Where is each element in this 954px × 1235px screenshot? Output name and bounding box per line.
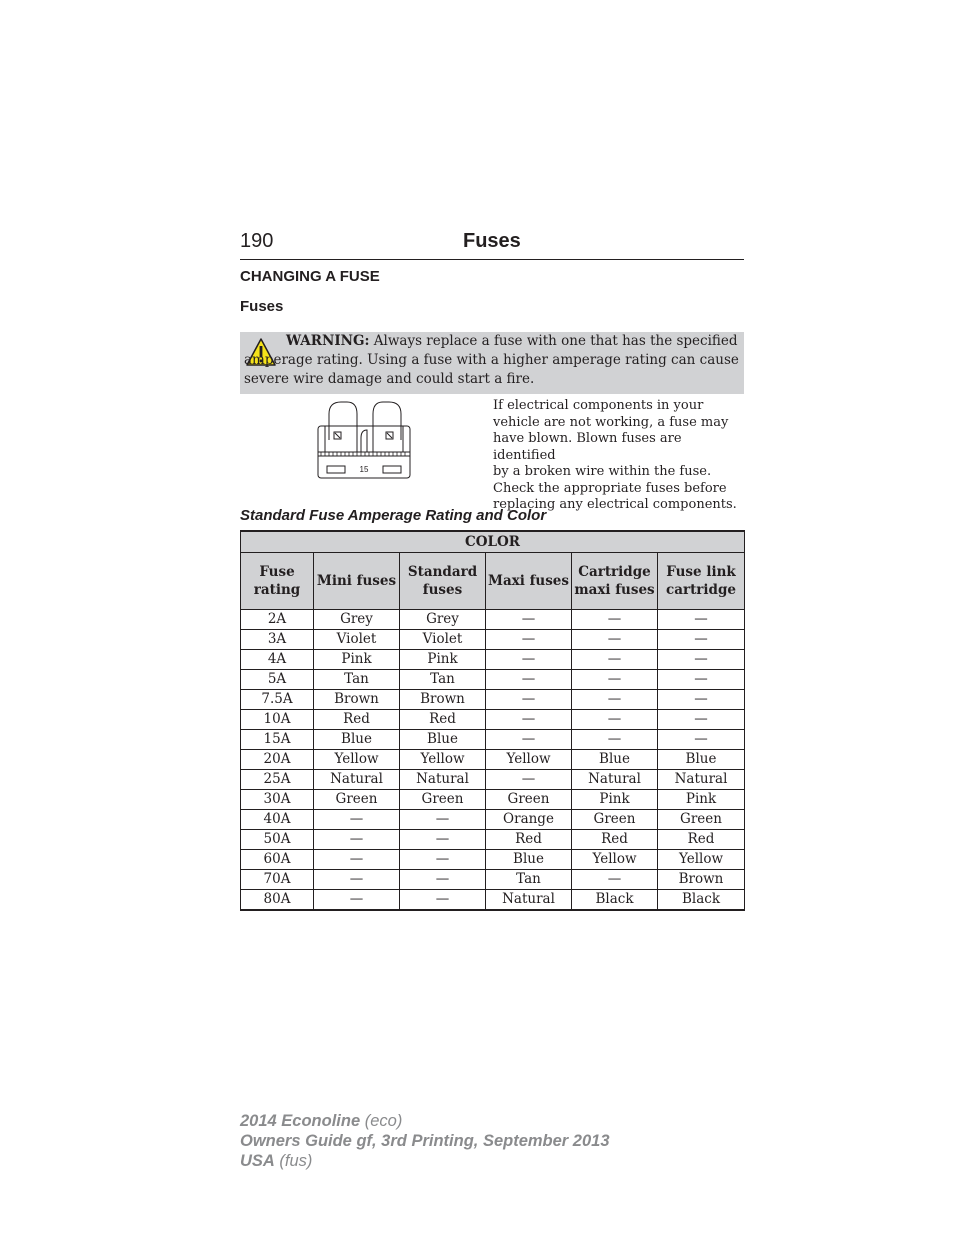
table-cell: Pink <box>658 790 745 810</box>
table-cell: 30A <box>241 790 314 810</box>
table-cell: 40A <box>241 810 314 830</box>
table-cell: — <box>486 730 572 750</box>
table-cell: Blue <box>400 730 486 750</box>
table-cell: — <box>314 830 400 850</box>
table-cell: Yellow <box>658 850 745 870</box>
column-header: Fuse rating <box>241 553 314 610</box>
table-cell: — <box>658 690 745 710</box>
table-cell: Green <box>400 790 486 810</box>
warning-text <box>244 332 740 389</box>
table-cell: Tan <box>400 670 486 690</box>
table-cell: Natural <box>572 770 658 790</box>
table-cell: — <box>400 850 486 870</box>
table-cell: — <box>486 690 572 710</box>
table-cell: Natural <box>400 770 486 790</box>
table-row <box>241 750 745 770</box>
table-row <box>241 830 745 850</box>
table-cell: — <box>400 810 486 830</box>
table-row <box>241 730 745 750</box>
table-cell: — <box>658 630 745 650</box>
table-cell: Blue <box>572 750 658 770</box>
table-cell: — <box>314 890 400 911</box>
column-header: Cartridge maxi fuses <box>572 553 658 610</box>
subheading: Fuses <box>240 298 284 315</box>
fuse-color-table <box>240 530 745 911</box>
column-header-row <box>241 553 745 610</box>
table-cell: Pink <box>400 650 486 670</box>
warning-label: WARNING: <box>286 333 370 349</box>
table-cell: Tan <box>486 870 572 890</box>
table-cell: — <box>658 610 745 630</box>
table-row <box>241 810 745 830</box>
table-cell: Pink <box>314 650 400 670</box>
fuse-illustration <box>317 400 411 480</box>
table-cell: — <box>658 710 745 730</box>
table-cell: — <box>658 650 745 670</box>
column-header: Maxi fuses <box>486 553 572 610</box>
table-cell: Green <box>658 810 745 830</box>
table-cell: 10A <box>241 710 314 730</box>
table-cell: Red <box>658 830 745 850</box>
table-row <box>241 870 745 890</box>
table-cell: Blue <box>486 850 572 870</box>
table-cell: 20A <box>241 750 314 770</box>
table-row <box>241 890 745 911</box>
section-heading: CHANGING A FUSE <box>240 268 380 285</box>
chapter-title: Fuses <box>463 230 521 252</box>
footer-line-3: USA (fus) <box>240 1152 313 1170</box>
table-cell: Green <box>572 810 658 830</box>
column-header: Fuse link cartridge <box>658 553 745 610</box>
table-cell: Grey <box>400 610 486 630</box>
table-cell: — <box>486 670 572 690</box>
table-title: Standard Fuse Amperage Rating and Color <box>240 507 547 524</box>
table-cell: — <box>400 870 486 890</box>
table-cell: 60A <box>241 850 314 870</box>
table-cell: Blue <box>658 750 745 770</box>
table-row <box>241 610 745 630</box>
table-cell: Yellow <box>486 750 572 770</box>
table-cell: — <box>658 670 745 690</box>
table-cell: — <box>572 610 658 630</box>
table-cell: — <box>314 810 400 830</box>
table-cell: Blue <box>314 730 400 750</box>
table-cell: — <box>486 630 572 650</box>
table-cell: 15A <box>241 730 314 750</box>
table-cell: 2A <box>241 610 314 630</box>
table-row <box>241 630 745 650</box>
table-cell: Brown <box>400 690 486 710</box>
table-row <box>241 710 745 730</box>
table-cell: Yellow <box>572 850 658 870</box>
warning-box <box>240 332 744 394</box>
table-row <box>241 690 745 710</box>
table-cell: — <box>572 670 658 690</box>
table-cell: Red <box>486 830 572 850</box>
table-cell: — <box>400 890 486 911</box>
table-cell: Green <box>486 790 572 810</box>
table-cell: — <box>400 830 486 850</box>
table-cell: 7.5A <box>241 690 314 710</box>
table-cell: Brown <box>314 690 400 710</box>
color-group-header: COLOR <box>241 531 745 553</box>
table-cell: Brown <box>658 870 745 890</box>
table-row <box>241 850 745 870</box>
table-cell: Pink <box>572 790 658 810</box>
fuse-rating-label: 15 <box>359 465 369 474</box>
table-cell: — <box>572 690 658 710</box>
table-cell: — <box>314 870 400 890</box>
table-cell: — <box>572 710 658 730</box>
table-cell: Natural <box>486 890 572 911</box>
table-cell: 4A <box>241 650 314 670</box>
table-body <box>241 610 745 911</box>
table-cell: Violet <box>400 630 486 650</box>
table-cell: — <box>658 730 745 750</box>
table-cell: — <box>486 650 572 670</box>
table-cell: Red <box>400 710 486 730</box>
table-cell: Natural <box>314 770 400 790</box>
table-cell: Violet <box>314 630 400 650</box>
table-cell: — <box>572 630 658 650</box>
page-footer <box>240 1111 610 1171</box>
table-cell: Green <box>314 790 400 810</box>
table-cell: 80A <box>241 890 314 911</box>
table-cell: Natural <box>658 770 745 790</box>
table-cell: — <box>486 770 572 790</box>
table-cell: Orange <box>486 810 572 830</box>
table-row <box>241 670 745 690</box>
table-cell: 70A <box>241 870 314 890</box>
page-header <box>240 229 744 260</box>
column-header: Mini fuses <box>314 553 400 610</box>
table-row <box>241 650 745 670</box>
table-row <box>241 770 745 790</box>
table-cell: — <box>572 870 658 890</box>
table-cell: Black <box>658 890 745 911</box>
table-cell: Black <box>572 890 658 911</box>
footer-line-1: 2014 Econoline (eco) <box>240 1112 403 1130</box>
table-cell: 25A <box>241 770 314 790</box>
column-header: Standard fuses <box>400 553 486 610</box>
table-cell: 5A <box>241 670 314 690</box>
table-cell: Red <box>314 710 400 730</box>
table-cell: — <box>486 610 572 630</box>
table-cell: Tan <box>314 670 400 690</box>
table-cell: Red <box>572 830 658 850</box>
intro-paragraph: If electrical components in your vehicle are not working, a fuse may have blown. Blown fuses are identified by a broken wire within the fuse. Check the appropriate fuses before replacing any electrical components. <box>493 398 737 512</box>
table-cell: Yellow <box>400 750 486 770</box>
table-cell: — <box>572 650 658 670</box>
page-number: 190 <box>240 230 274 252</box>
table-row <box>241 790 745 810</box>
table-cell: Yellow <box>314 750 400 770</box>
table-cell: — <box>314 850 400 870</box>
table-cell: 3A <box>241 630 314 650</box>
table-cell: — <box>486 710 572 730</box>
table-cell: Grey <box>314 610 400 630</box>
warning-body: Always replace a fuse with one that has the specified amperage rating. Using a fuse with a higher amperage rating can cause severe wire damage and could start a fire. <box>244 333 739 387</box>
table-cell: 50A <box>241 830 314 850</box>
table-cell: — <box>572 730 658 750</box>
footer-line-2: Owners Guide gf, 3rd Printing, September 2013 <box>240 1132 610 1150</box>
